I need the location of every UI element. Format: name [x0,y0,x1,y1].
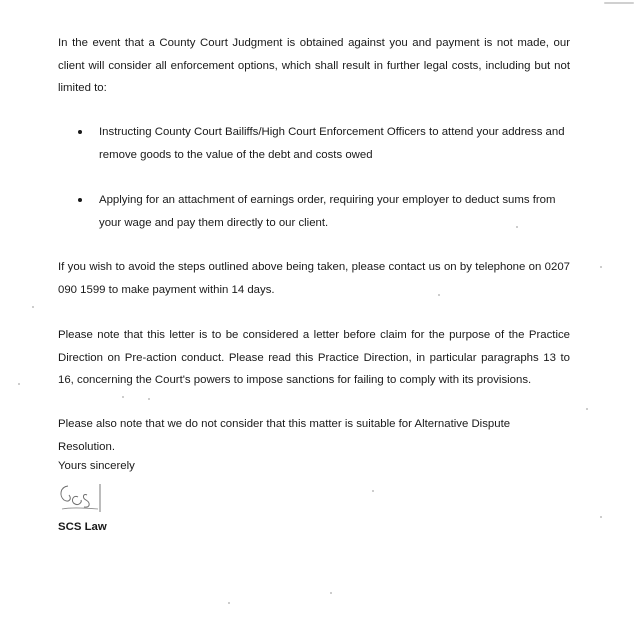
enforcement-intro-paragraph: In the event that a County Court Judgment is obtained against you and payment is not made, our client will consider all enforcement options, which shall result in further legal costs, including but not limited to: [58,37,570,94]
scan-speck [372,490,374,492]
scan-speck [516,226,518,228]
signature-icon [56,478,108,516]
practice-direction-paragraph: Please note that this letter is to be considered a letter before claim for the purpose of the Practice Direction on Pre-action conduct. Please read this Practice Direction, in particular paragraphs 13 to 16, concerning the Court's powers to impose sanctions for failing to comply with its provisions. [58,329,570,386]
scan-speck [122,396,124,398]
bullet-dot-icon [78,198,82,202]
scan-speck [32,306,34,308]
scan-speck [586,408,588,410]
bullet-text: Applying for an attachment of earnings order, requiring your employer to deduct sums from your wage and pay them directly to our client. [99,194,556,229]
scan-speck [600,266,602,268]
salutation: Yours sincerely [58,460,135,472]
bullet-text: Instructing County Court Bailiffs/High Court Enforcement Officers to attend your address and remove goods to the value of the debt and costs owed [99,126,565,161]
scan-speck [228,602,230,604]
scan-speck [438,294,440,296]
avoid-steps-paragraph: If you wish to avoid the steps outlined above being taken, please contact us on by telephone on 0207 090 1599 to make payment within 14 days. [58,261,570,296]
bullet-dot-icon [78,130,82,134]
scan-edge-mark [604,2,634,4]
scan-speck [330,592,332,594]
adr-paragraph: Please also note that we do not consider that this matter is suitable for Alternative Dispute Resolution. [58,418,511,453]
scan-speck [18,383,20,385]
scan-speck [148,398,150,400]
signatory-name: SCS Law [58,521,107,533]
scan-speck [600,516,602,518]
